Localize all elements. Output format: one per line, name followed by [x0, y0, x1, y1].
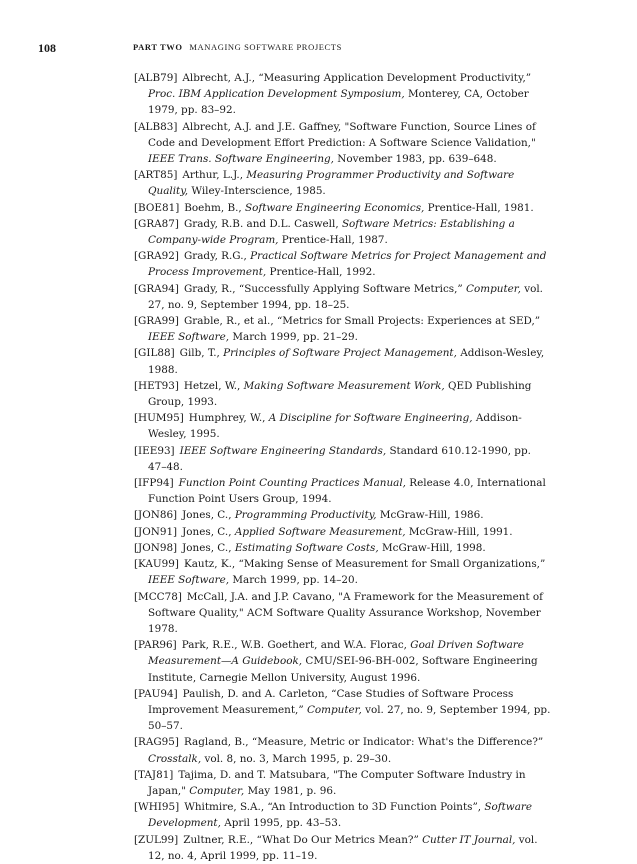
reference-text: Kautz, K., “Making Sense of Measurement for Small Organizations,”: [183, 558, 546, 571]
reference-entry: [134, 832, 552, 864]
reference-entry: [134, 767, 552, 799]
reference-text: Boehm, B.,: [184, 201, 246, 214]
reference-details: May 1981, p. 96.: [244, 784, 337, 797]
reference-entry: [134, 686, 552, 735]
reference-list: [134, 70, 552, 864]
reference-tag: [KAU99]: [134, 558, 179, 571]
reference-tag: [GIL88]: [134, 347, 175, 360]
reference-entry: [134, 410, 552, 442]
reference-details: QED Publishing Group, 1993.: [148, 379, 532, 409]
part-label: PART TWO: [133, 42, 183, 52]
reference-title: Computer,: [189, 784, 245, 797]
reference-text: McCall, J.A. and J.P. Cavano, "A Framework for the Measurement of Software Quality," ACM Software Quality Assurance Workshop, November 1978.: [148, 590, 544, 635]
reference-text: Jones, C.,: [182, 541, 235, 554]
reference-details: April 1995, pp. 43–53.: [220, 817, 342, 830]
reference-text: Jones, C.,: [182, 525, 235, 538]
reference-entry: [134, 200, 552, 216]
reference-text: Grady, R.G.,: [183, 250, 251, 263]
reference-tag: [BOE81]: [134, 201, 180, 214]
reference-tag: [ALB83]: [134, 120, 178, 133]
reference-entry: [134, 70, 552, 119]
reference-details: Prentice-Hall, 1981.: [424, 201, 534, 214]
reference-title: Applied Software Measurement,: [234, 525, 406, 538]
reference-title: Measuring Programmer Productivity and Software Quality,: [148, 169, 515, 198]
reference-entry: [134, 313, 552, 345]
reference-details: McGraw-Hill, 1991.: [405, 525, 513, 538]
reference-details: Addison-Wesley, 1995.: [148, 412, 522, 441]
reference-details: Addison-Wesley, 1988.: [148, 347, 545, 376]
reference-tag: [GRA87]: [134, 217, 179, 230]
reference-entry: [134, 589, 552, 638]
reference-details: vol. 12, no. 4, April 1999, pp. 11–19.: [148, 833, 538, 862]
reference-entry: [134, 119, 552, 168]
reference-entry: [134, 507, 552, 523]
reference-details: November 1983, pp. 639–648.: [333, 153, 497, 166]
reference-text: Hetzel, W.,: [183, 379, 244, 392]
reference-tag: [HUM95]: [134, 412, 184, 425]
reference-tag: [ALB79]: [134, 72, 178, 84]
reference-details: vol. 27, no. 9, September 1994, pp. 50–57.: [148, 703, 551, 733]
reference-tag: [TAJ81]: [134, 768, 174, 781]
reference-title: Computer,: [306, 703, 362, 716]
reference-text: Humphrey, W.,: [188, 412, 269, 425]
reference-entry: [134, 378, 552, 410]
reference-tag: [IEE93]: [134, 444, 175, 457]
reference-tag: [ZUL99]: [134, 833, 179, 846]
reference-text: Paulish, D. and A. Carleton, “Case Studies of Software Process Improvement Measurement,”: [148, 687, 514, 716]
reference-title: Computer,: [466, 282, 521, 295]
reference-tag: [JON91]: [134, 525, 178, 538]
reference-title: Crosstalk,: [148, 752, 202, 765]
reference-title: Practical Software Metrics for Project Management and Process Improvement,: [148, 250, 547, 279]
reference-details: McGraw-Hill, 1986.: [376, 509, 484, 522]
reference-text: Grable, R., et al., “Metrics for Small Projects: Experiences at SED,”: [183, 315, 541, 328]
reference-details: Release 4.0, International Function Point Users Group, 1994.: [148, 477, 546, 506]
reference-entry: [134, 734, 552, 766]
section-title: MANAGING SOFTWARE PROJECTS: [189, 42, 342, 52]
reference-tag: [RAG95]: [134, 736, 179, 749]
reference-title: Estimating Software Costs,: [234, 541, 379, 554]
reference-details: Monterey, CA, October 1979, pp. 83–92.: [148, 88, 529, 117]
reference-text: Park, R.E., W.B. Goethert, and W.A. Florac,: [181, 639, 411, 652]
reference-tag: [GRA92]: [134, 250, 179, 263]
reference-details: CMU/SEI-96-BH-002, Software Engineering Institute, Carnegie Mellon University, August 1996.: [148, 655, 538, 684]
reference-details: McGraw-Hill, 1998.: [378, 541, 486, 554]
reference-entry: [134, 345, 552, 377]
running-header: [0, 41, 637, 57]
reference-text: Whitmire, S.A., “An Introduction to 3D Function Points”,: [184, 801, 485, 814]
reference-tag: [WHI95]: [134, 801, 180, 814]
reference-details: vol. 27, no. 9, September 1994, pp. 18–25.: [148, 282, 543, 311]
reference-tag: [JON98]: [134, 541, 178, 554]
reference-details: Standard 610.12-1990, pp. 47–48.: [148, 444, 531, 473]
reference-tag: [HET93]: [134, 379, 179, 392]
reference-text: Tajima, D. and T. Matsubara, "The Computer Software Industry in Japan,": [148, 768, 526, 797]
reference-tag: [GRA99]: [134, 315, 179, 328]
reference-tag: [IFP94]: [134, 477, 174, 490]
running-head-label: [133, 42, 342, 52]
reference-text: Grady, R.B. and D.L. Caswell,: [183, 217, 342, 230]
reference-entry: [134, 443, 552, 475]
reference-title: Cutter IT Journal,: [422, 833, 516, 846]
reference-text: Grady, R., “Successfully Applying Software Metrics,”: [183, 282, 467, 295]
reference-title: Function Point Counting Practices Manual,: [178, 477, 406, 490]
reference-entry: [134, 167, 552, 199]
reference-entry: [134, 475, 552, 507]
reference-title: Software Development,: [148, 801, 533, 830]
reference-text: Ragland, B., “Measure, Metric or Indicator: What's the Difference?”: [183, 736, 544, 749]
reference-entry: [134, 281, 552, 313]
reference-entry: [134, 524, 552, 540]
reference-tag: [PAR96]: [134, 639, 177, 652]
reference-tag: [PAU94]: [134, 687, 178, 700]
reference-entry: [134, 248, 552, 280]
reference-text: Arthur, L.J.,: [182, 169, 247, 182]
reference-text: Albrecht, A.J., “Measuring Application Development Productivity,”: [182, 72, 532, 84]
reference-tag: [JON86]: [134, 509, 178, 522]
reference-entry: [134, 799, 552, 831]
reference-title: Making Software Measurement Work,: [243, 379, 445, 392]
reference-title: Software Metrics: Establishing a Company-wide Program,: [148, 217, 515, 247]
reference-title: Goal Driven Software Measurement—A Guidebook,: [148, 639, 524, 668]
reference-title: Principles of Software Project Management,: [223, 347, 457, 360]
reference-details: March 1999, pp. 21–29.: [229, 331, 358, 344]
reference-title: Software Engineering Economics,: [245, 201, 425, 214]
reference-entry: [134, 540, 552, 556]
reference-entry: [134, 637, 552, 686]
reference-text: Albrecht, A.J. and J.E. Gaffney, "Software Function, Source Lines of Code and Development Effort Prediction: A Software Science Validation,": [148, 120, 536, 149]
reference-title: IEEE Software Engineering Standards,: [179, 444, 387, 457]
reference-text: Gilb, T.,: [179, 347, 224, 360]
reference-details: Prentice-Hall, 1987.: [278, 234, 388, 247]
reference-text: Zultner, R.E., “What Do Our Metrics Mean?”: [183, 833, 423, 846]
reference-details: Prentice-Hall, 1992.: [266, 266, 376, 279]
page-number: 108: [38, 41, 56, 55]
reference-title: A Discipline for Software Engineering,: [268, 412, 473, 425]
reference-details: Wiley-Interscience, 1985.: [188, 185, 326, 198]
reference-tag: [ART85]: [134, 169, 178, 182]
reference-title: Programming Productivity,: [234, 509, 377, 522]
reference-entry: [134, 556, 552, 588]
reference-tag: [MCC78]: [134, 590, 182, 603]
reference-entry: [134, 216, 552, 248]
reference-title: IEEE Software,: [148, 574, 230, 587]
reference-text: Jones, C.,: [182, 509, 235, 522]
reference-title: Proc. IBM Application Development Symposium,: [148, 88, 405, 101]
reference-details: March 1999, pp. 14–20.: [229, 574, 358, 587]
reference-tag: [GRA94]: [134, 282, 179, 295]
reference-details: vol. 8, no. 3, March 1995, p. 29–30.: [201, 752, 392, 765]
reference-title: IEEE Trans. Software Engineering,: [148, 153, 334, 166]
reference-title: IEEE Software,: [148, 331, 230, 344]
